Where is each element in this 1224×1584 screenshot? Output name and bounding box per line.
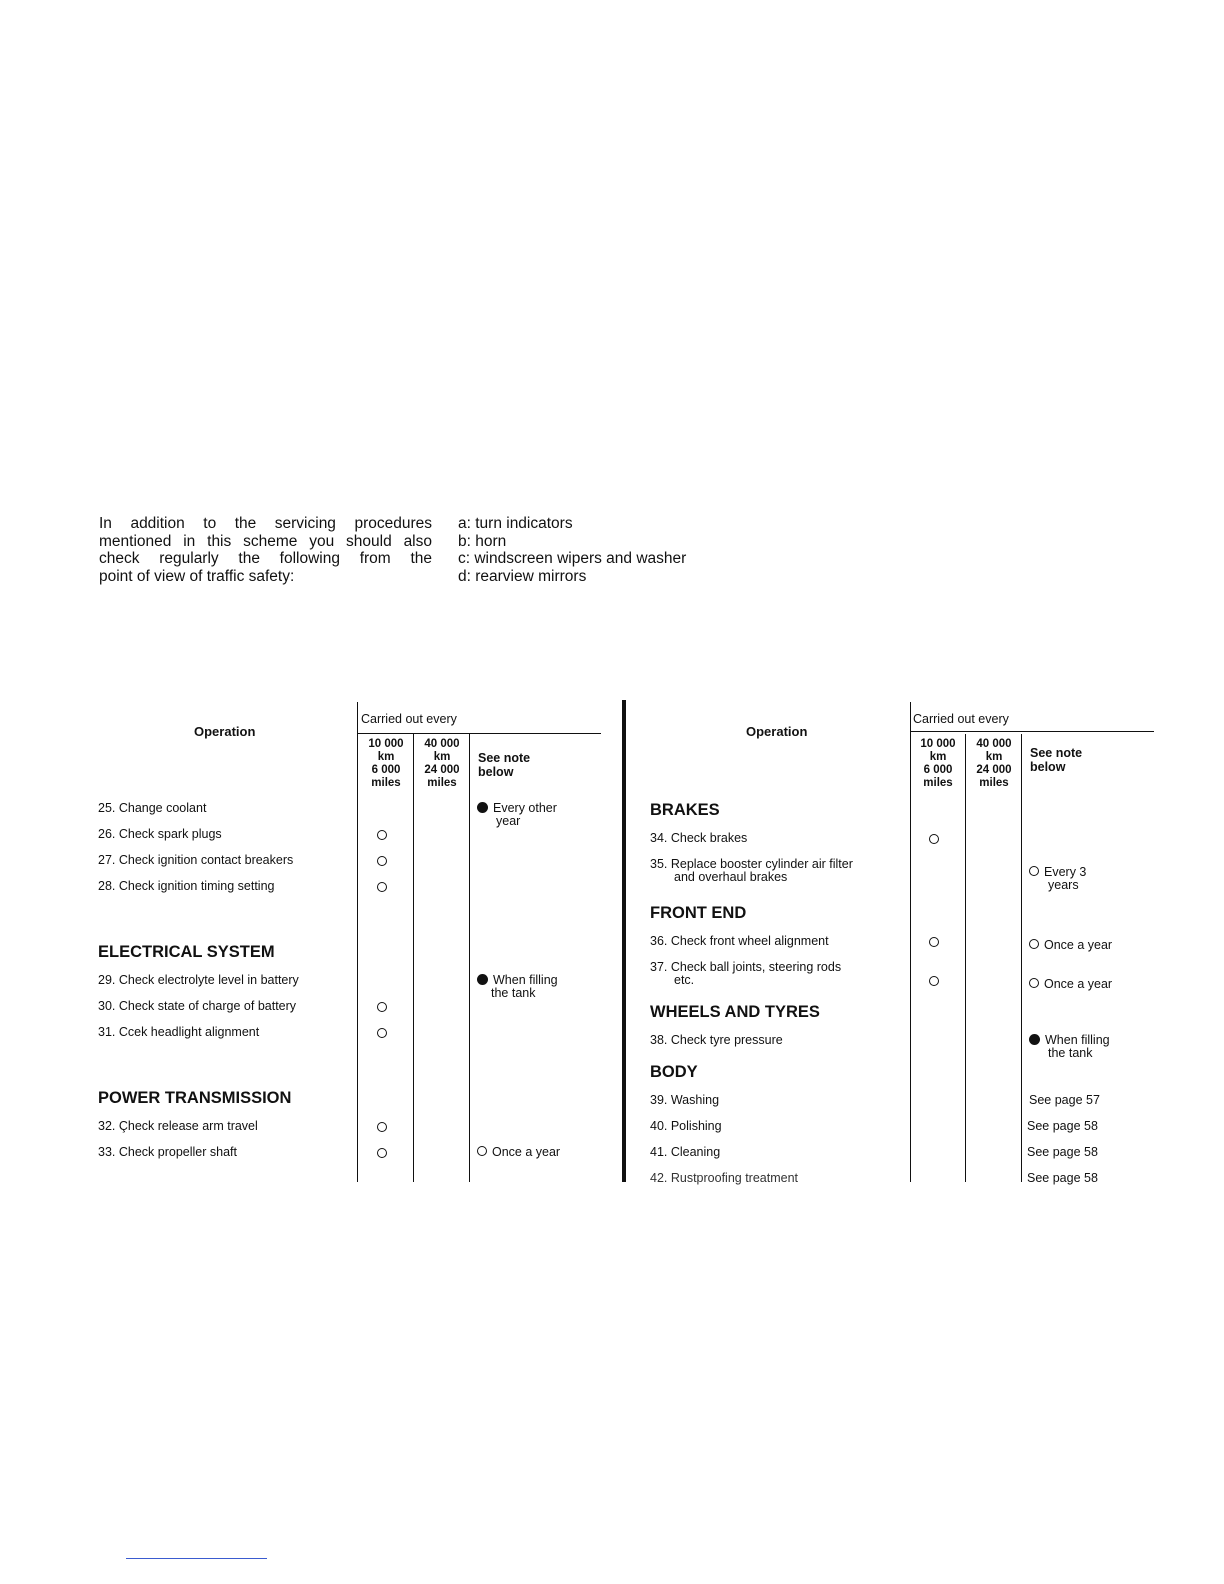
open-circle-icon — [377, 1026, 387, 1040]
intro-line: In addition to the servicing procedures — [99, 515, 432, 532]
open-circle-icon — [377, 1146, 387, 1160]
interval-note: When filling the tank — [477, 974, 558, 1000]
footer-rule — [126, 1558, 267, 1559]
open-circle-icon — [377, 1000, 387, 1014]
filled-dot-icon — [477, 802, 488, 813]
operation-item: 40. Polishing — [650, 1119, 722, 1133]
intro-paragraph — [99, 515, 432, 585]
operation-item: 28. Check ignition timing setting — [98, 879, 275, 893]
page-reference: See page 58 — [1027, 1119, 1098, 1133]
operation-header: Operation — [194, 724, 256, 739]
operation-item: 29. Check electrolyte level in battery — [98, 973, 299, 987]
safety-check-item: c: windscreen wipers and washer — [458, 550, 687, 568]
service-table-right — [648, 700, 1156, 1185]
table-rule — [965, 734, 966, 1182]
table-rule — [413, 734, 414, 1182]
open-circle-icon — [1029, 978, 1039, 988]
filled-dot-icon — [477, 974, 488, 985]
operation-item: 36. Check front wheel alignment — [650, 934, 829, 948]
section-heading: BODY — [650, 1063, 698, 1081]
col-10000km-header: 10 000 km 6 000 miles — [368, 738, 404, 789]
interval-note: Every other year — [477, 802, 557, 828]
intro-line: point of view of traffic safety: — [99, 567, 295, 585]
table-rule — [910, 731, 1154, 732]
operation-item: 35. Replace booster cylinder air filter and overhaul brakes — [650, 857, 853, 884]
section-heading: BRAKES — [650, 801, 720, 819]
operation-item: 34. Check brakes — [650, 831, 748, 845]
page-reference: See page 58 — [1027, 1145, 1098, 1159]
safety-check-list — [458, 515, 758, 585]
carried-out-header: Carried out every — [913, 712, 1009, 726]
operation-item: 42. Rustproofing treatment — [650, 1171, 798, 1185]
carried-out-header: Carried out every — [361, 712, 457, 726]
table-rule — [357, 733, 601, 734]
interval-note: Once a year — [477, 1146, 560, 1159]
section-heading: FRONT END — [650, 904, 747, 922]
safety-check-item: d: rearview mirrors — [458, 567, 587, 585]
col-40000km-header: 40 000 km 24 000 miles — [976, 738, 1012, 789]
filled-dot-icon — [1029, 1034, 1040, 1045]
open-circle-icon — [929, 974, 939, 988]
table-rule — [1021, 734, 1022, 1182]
interval-note: Once a year — [1029, 939, 1112, 952]
table-rule — [469, 734, 470, 1182]
operation-item: 25. Change coolant — [98, 801, 207, 815]
open-circle-icon — [929, 832, 939, 846]
interval-note: Every 3 years — [1029, 866, 1086, 892]
open-circle-icon — [1029, 939, 1039, 949]
operation-item: 30. Check state of charge of battery — [98, 999, 297, 1013]
operation-item: 37. Check ball joints, steering rods etc. — [650, 960, 842, 987]
section-heading: ELECTRICAL SYSTEM — [98, 943, 275, 961]
operation-item: 41. Cleaning — [650, 1145, 721, 1159]
col-40000km-header: 40 000 km 24 000 miles — [424, 738, 460, 789]
operation-item: 27. Check ignition contact breakers — [98, 853, 294, 867]
see-note-header: See note below — [478, 751, 531, 779]
page-reference: See page 57 — [1029, 1093, 1100, 1107]
operation-item: 26. Check spark plugs — [98, 827, 222, 841]
safety-check-item: b: horn — [458, 532, 507, 550]
col-10000km-header: 10 000 km 6 000 miles — [920, 738, 956, 789]
operation-item: 31. Ccek headlight alignment — [98, 1025, 260, 1039]
open-circle-icon — [377, 1120, 387, 1134]
interval-note: When filling the tank — [1029, 1034, 1110, 1060]
see-note-header: See note below — [1030, 746, 1083, 774]
open-circle-icon — [929, 935, 939, 949]
operation-header: Operation — [746, 724, 808, 739]
open-circle-icon — [477, 1146, 487, 1156]
section-heading: POWER TRANSMISSION — [98, 1089, 292, 1107]
intro-line: mentioned in this scheme you should also — [99, 532, 432, 550]
operation-item: 32. Çheck release arm travel — [98, 1119, 258, 1133]
open-circle-icon — [377, 880, 387, 894]
interval-note: Once a year — [1029, 978, 1112, 991]
operation-item: 39. Washing — [650, 1093, 720, 1107]
operation-item: 38. Check tyre pressure — [650, 1033, 783, 1047]
open-circle-icon — [1029, 866, 1039, 876]
safety-check-item: a: turn indicators — [458, 515, 573, 532]
intro-line: check regularly the following from the — [99, 550, 432, 568]
open-circle-icon — [377, 854, 387, 868]
service-table-left — [96, 700, 602, 1185]
page-reference: See page 58 — [1027, 1171, 1098, 1185]
section-heading: WHEELS AND TYRES — [650, 1003, 820, 1021]
column-divider — [622, 700, 626, 1182]
operation-item: 33. Check propeller shaft — [98, 1145, 237, 1159]
open-circle-icon — [377, 828, 387, 842]
